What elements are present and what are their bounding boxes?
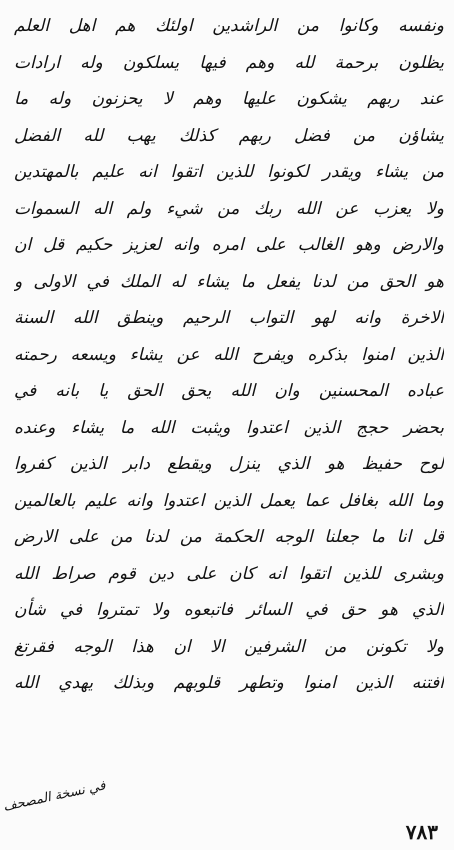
text-line-8: هو الحق من لدنا يفعل ما يشاء له الملك في الاولى و xyxy=(14,271,444,292)
text-line-12: بحضر حجج الذين اعتدوا ويثبت الله ما يشاء وعنده xyxy=(14,417,444,438)
text-line-11: عباده المحسنين وان الله يحق الحق يا بانه في xyxy=(14,381,444,401)
text-line-19: افتنه الذين امنوا وتطهر قلوبهم وبذلك يهدي الله xyxy=(14,673,444,693)
text-line-5: من يشاء ويقدر لكونوا للذين اتقوا انه عليم بالمهتدين xyxy=(14,162,444,182)
text-line-16: وبشرى للذين اتقوا انه كان على دين قوم صراط الله xyxy=(14,563,444,584)
text-line-3: عند ربهم يشكون عليها وهم لا يحزنون وله ما xyxy=(14,89,444,109)
page-number: ٧٨٣ xyxy=(405,820,438,844)
text-line-2: يظلون برحمة لله وهم فيها يسلكون وله ارادات xyxy=(14,52,444,73)
text-line-14: وما الله بغافل عما يعمل الذين اعتدوا وانه عليم بالعالمين xyxy=(14,490,444,511)
manuscript-text xyxy=(14,8,444,702)
text-line-18: ولا تكونن من الشرفين الا ان هذا الوجه فقرتغ xyxy=(14,636,444,657)
margin-note: في نسخة المصحف xyxy=(2,778,107,815)
text-line-9: الاخرة وانه لهو التواب الرحيم وينطق الله السنة xyxy=(14,308,444,328)
text-line-6: ولا يعزب عن الله ربك من شيء ولم اله السموات xyxy=(14,198,444,219)
text-line-10: الذين امنوا بذكره ويفرح الله عن يشاء ويسعه رحمته xyxy=(14,344,444,365)
text-line-4: يشاؤن من فضل ربهم كذلك يهب لله الفضل xyxy=(14,125,444,146)
text-line-17: الذي هو حق في السائر فاتبعوه ولا تمتروا في شأن xyxy=(14,600,444,620)
text-line-1: ونفسه وكانوا من الراشدين اولئك هم اهل العلم xyxy=(14,16,444,36)
text-line-7: والارض وهو الغالب على امره وانه لعزيز حكيم قل ان xyxy=(14,235,444,255)
text-line-13: لوح حفيظ هو الذي ينزل ويقطع دابر الذين كفروا xyxy=(14,454,444,474)
text-line-15: قل انا ما جعلنا الوجه الحكمة من لدنا من على الارض xyxy=(14,527,444,547)
